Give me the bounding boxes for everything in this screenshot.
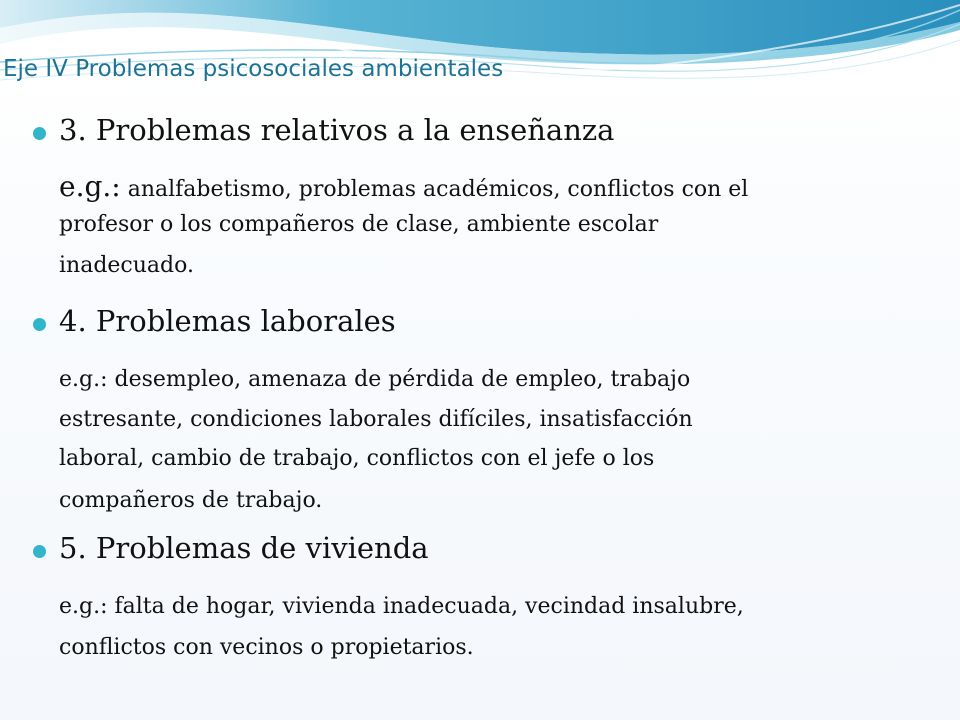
bullet-dot-icon (33, 545, 46, 558)
example-line: conflictos con vecinos o propietarios. (59, 635, 474, 660)
example-block-1 (59, 165, 919, 288)
example-line: laboral, cambio de trabajo, conflictos con el jefe o los (59, 446, 655, 471)
example-line: inadecuado. (59, 253, 194, 278)
example-prefix: e.g.: (59, 170, 121, 203)
heading-text: 3. Problemas relativos a la enseñanza (59, 113, 615, 147)
example-line: e.g.: desempleo, amenaza de pérdida de empleo, trabajo (59, 367, 691, 392)
header-wave-decoration (0, 0, 960, 110)
example-line (59, 165, 919, 212)
bullet-dot-icon (33, 318, 46, 331)
example-text: analfabetismo, problemas académicos, conflictos con el (120, 177, 749, 202)
example-line: estresante, condiciones laborales difíciles, insatisfacción (59, 407, 693, 432)
example-line: e.g.: falta de hogar, vivienda inadecuada, vecindad insalubre, (59, 594, 744, 619)
example-line: compañeros de trabajo. (59, 488, 323, 513)
example-line: profesor o los compañeros de clase, ambiente escolar (59, 212, 659, 237)
heading-text: 4. Problemas laborales (59, 304, 396, 338)
example-block-2 (59, 359, 919, 523)
example-block-3 (59, 586, 919, 668)
heading-text: 5. Problemas de vivienda (59, 531, 429, 565)
slide-title: Eje IV Problemas psicosociales ambientales (3, 56, 504, 82)
bullet-dot-icon (33, 127, 46, 140)
